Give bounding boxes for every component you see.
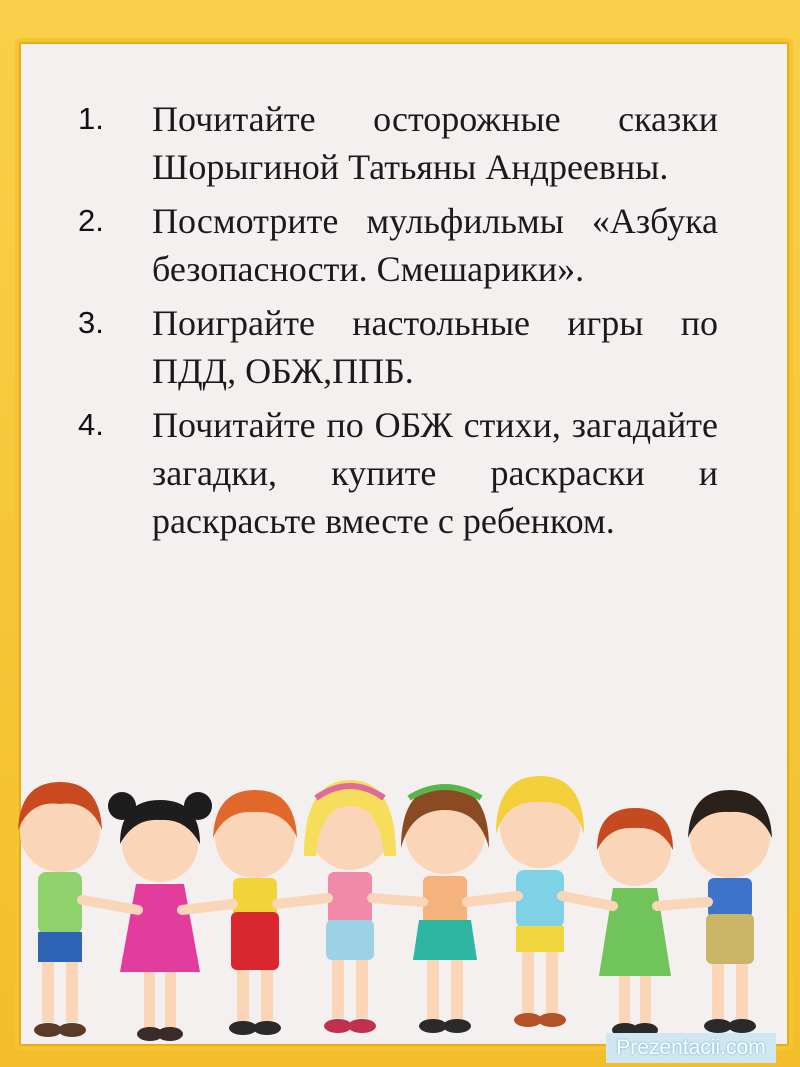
- children-illustration: [0, 760, 800, 1050]
- list-item: [78, 401, 718, 545]
- child-figure: [213, 790, 297, 1035]
- item-text: Почитайте осторожные сказки Шорыгиной Татьяны Андреевны.: [152, 99, 718, 187]
- item-number: 4.: [78, 407, 104, 442]
- item-number: 3.: [78, 305, 104, 340]
- child-figure: [304, 780, 396, 1033]
- item-text: Почитайте по ОБЖ стихи, загадайте загадки, купите раскраски и раскрасьте вместе с ребенком.: [152, 405, 718, 541]
- child-figure: [401, 786, 489, 1033]
- child-figure: [108, 792, 212, 1041]
- child-figure: [597, 808, 673, 1037]
- child-figure: [18, 782, 102, 1037]
- child-figure: [688, 790, 772, 1033]
- advice-list: [78, 95, 718, 551]
- item-number: 2.: [78, 203, 104, 238]
- list-item: [78, 197, 718, 293]
- list-item: [78, 95, 718, 191]
- watermark: Prezentacii.com: [606, 1033, 776, 1063]
- item-text: Поиграйте настольные игры по ПДД, ОБЖ,ППБ.: [152, 303, 718, 391]
- item-text: Посмотрите мульфильмы «Азбука безопасности. Смешарики».: [152, 201, 718, 289]
- item-number: 1.: [78, 101, 104, 136]
- list-item: [78, 299, 718, 395]
